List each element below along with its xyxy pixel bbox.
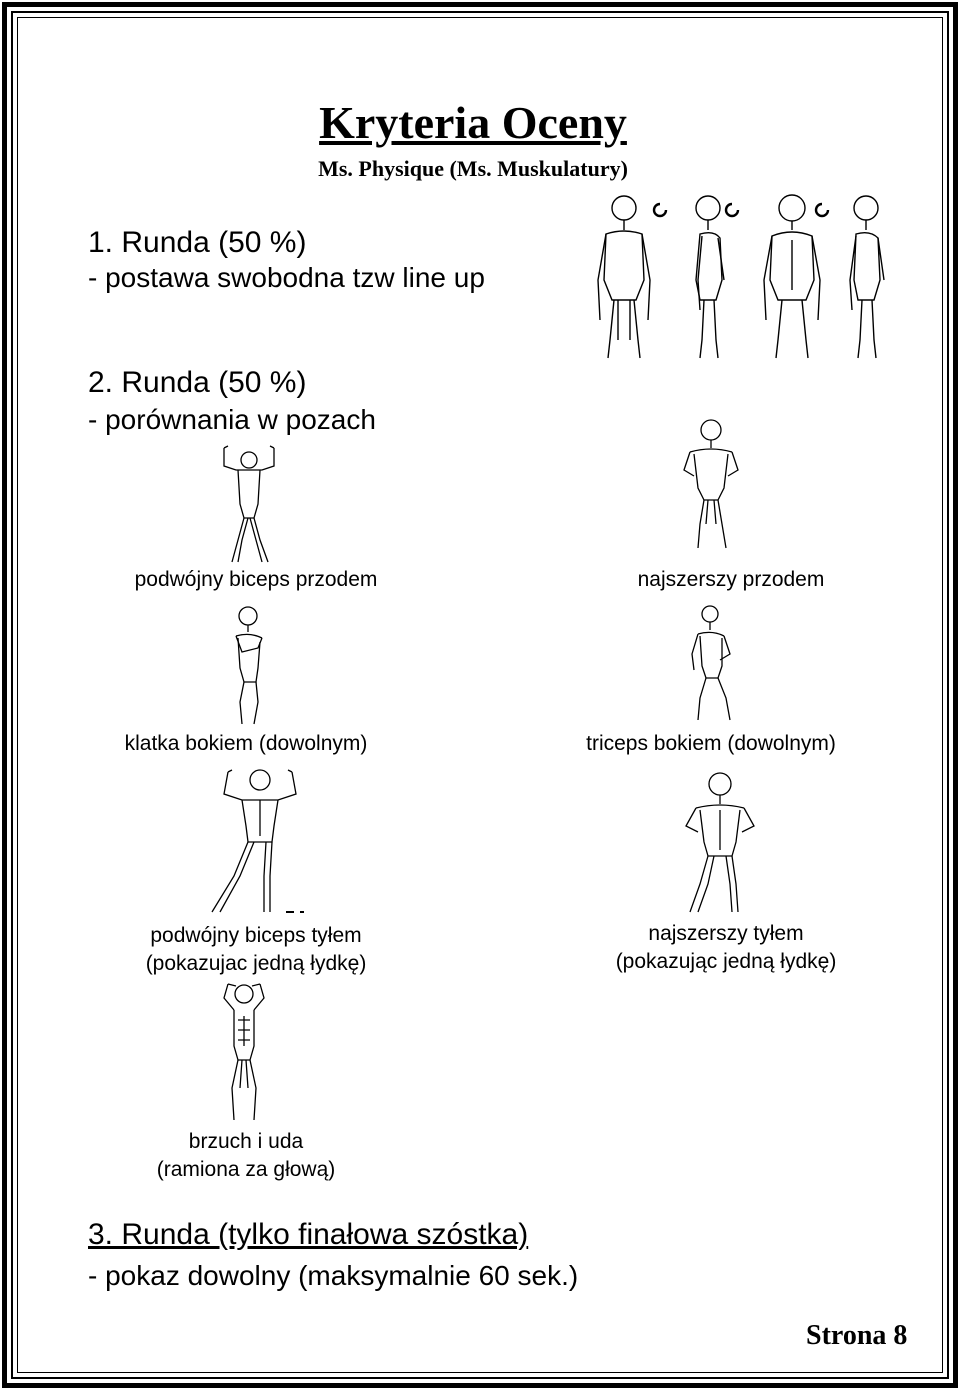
figure-side-chest-icon — [222, 598, 282, 728]
page-title: Kryteria Oceny — [319, 97, 627, 148]
pose-label-line1: podwójny biceps tyłem — [150, 924, 362, 947]
figure-double-biceps-front-icon — [214, 440, 284, 568]
round-3-detail: - pokaz dowolny (maksymalnie 60 sek.) — [88, 1260, 579, 1291]
page-number: Strona 8 — [806, 1320, 908, 1351]
figure-lat-spread-back-icon — [676, 766, 766, 916]
round-2-detail: - porównania w pozach — [88, 404, 376, 435]
pose-label: podwójny biceps przodem — [134, 568, 378, 591]
pose-label-line2: (pokazujac jedną łydkę) — [145, 952, 367, 975]
lineup-figures-icon — [588, 190, 898, 362]
page-subtitle: Ms. Physique (Ms. Muskulatury) — [318, 156, 628, 181]
round-1-detail: - postawa swobodna tzw line up — [88, 262, 485, 293]
figure-lat-spread-front-icon — [676, 412, 746, 554]
round-3-heading: 3. Runda (tylko finałowa szóstka) — [88, 1218, 529, 1251]
pose-label-line1: najszerszy tyłem — [648, 922, 804, 945]
pose-label-line2: (pokazując jedną łydkę) — [615, 950, 837, 973]
figure-double-biceps-back-icon — [204, 766, 310, 916]
figure-side-triceps-icon — [680, 598, 750, 724]
pose-label: klatka bokiem (dowolnym) — [124, 732, 368, 755]
pose-label-line2: (ramiona za głową) — [156, 1158, 336, 1181]
pose-label: najszerszy przodem — [637, 568, 825, 591]
figure-abs-thighs-icon — [214, 976, 274, 1126]
round-1-heading: 1. Runda (50 %) — [88, 226, 307, 259]
pose-label: triceps bokiem (dowolnym) — [586, 732, 836, 755]
round-2-heading: 2. Runda (50 %) — [88, 366, 307, 399]
pose-label-line1: brzuch i uda — [188, 1130, 304, 1153]
